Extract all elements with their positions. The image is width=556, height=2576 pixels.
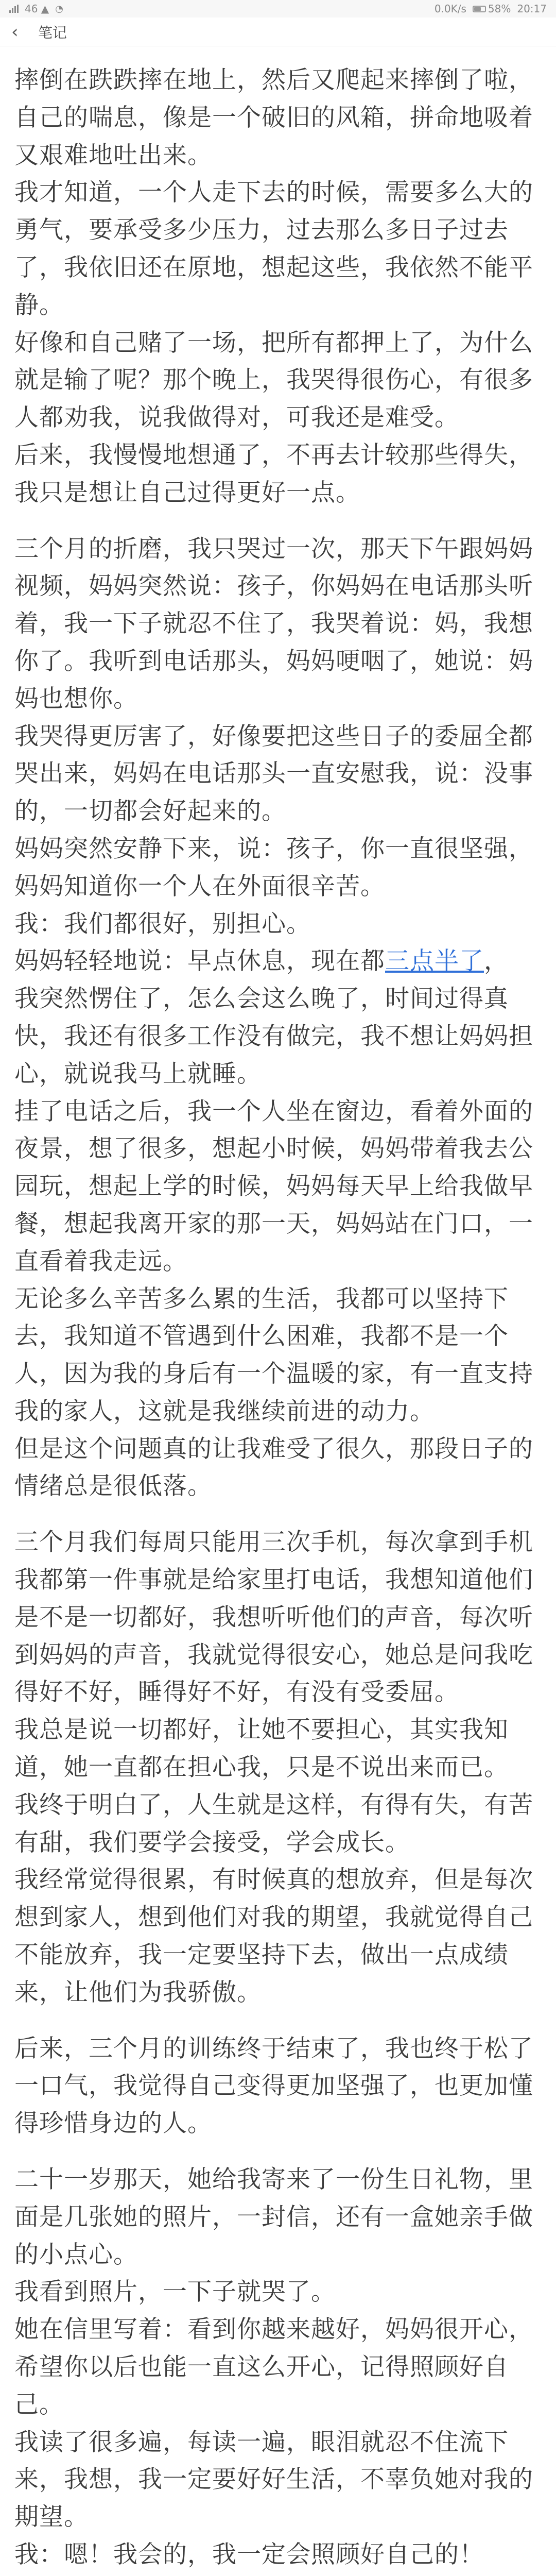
battery-percent: 58% [488,3,511,15]
note-paragraph: 她在信里写着：看到你越来越好，妈妈很开心，希望你以后也能一直这么开心，记得照顾好自己。 [14,2315,533,2419]
note-paragraph: 我读了很多遍，每读一遍，眼泪就忍不住流下来，我想，我一定要好好生活，不辜负她对我的期望。 [14,2428,533,2532]
network-speed: 0.0K/s [434,3,466,15]
note-paragraph: 后来，我慢慢地想通了，不再去计较那些得失，我只是想让自己过得更好一点。 [14,440,533,507]
note-paragraph: 二十一岁那天，她给我寄来了一份生日礼物，里面是几张她的照片，一封信，还有一盒她亲手做的小点心。 [14,2165,533,2269]
note-paragraph: 三个月我们每周只能用三次手机，每次拿到手机我都第一件事就是给家里打电话，我想知道他们是不是一切都好，我想听听他们的声音，每次听到妈妈的声音，我就觉得很安心，她总是问我吃得好不好，睡得好不好，有没有受委屈。 [14,1528,533,1707]
note-paragraph: 我看到照片，一下子就哭了。 [14,2278,336,2307]
note-paragraph: 好像和自己赌了一场，把所有都押上了，为什么就是输了呢？那个晚上，我哭得很伤心，有很多人都劝我，说我做得对，可我还是难受。 [14,328,533,432]
note-paragraph: 三个月的折磨，我只哭过一次，那天下午跟妈妈视频，妈妈突然说：孩子，你妈妈在电话那头听着，我一下子就忍不住了，我哭着说：妈，我想你了。我听到电话那头，妈妈哽咽了，她说：妈妈也想你。 [14,534,533,713]
inline-link[interactable]: 三点半了 [385,947,484,976]
wifi-icon: ◔ [55,3,63,14]
note-paragraph: 无论多么辛苦多么累的生活，我都可以坚持下去，我知道不管遇到什么困难，我都不是一个人，因为我的身后有一个温暖的家，有一直支持我的家人，这就是我继续前进的动力。 [14,1284,533,1426]
battery-icon [473,6,486,12]
note-paragraph: 我突然愣住了，怎么会这么晚了，时间过得真快，我还有很多工作没有做完，我不想让妈妈担心，就说我马上就睡。 [14,985,533,1088]
network-text: 46 ▲ [25,3,49,15]
back-button[interactable]: ‹ [11,21,19,42]
note-paragraph: 后来，三个月的训练终于结束了，我也终于松了一口气，我觉得自己变得更加坚强了，也更加懂得珍惜身边的人。 [14,2034,533,2138]
app-header [0,18,556,46]
battery-indicator [473,3,511,15]
note-paragraph: 我：嗯！我会的，我一定会照顾好自己的！ [14,2540,484,2569]
note-paragraph: 妈妈轻轻地说：早点休息，现在都三点半了， [14,947,509,976]
note-paragraph: 我总是说一切都好，让她不要担心，其实我知道，她一直都在担心我，只是不说出来而已。 [14,1716,509,1782]
note-paragraph [14,2574,540,2576]
clock: 20:17 [517,3,547,15]
status-bar [0,0,556,18]
note-paragraph: 我：我们都很好，别担心。 [14,909,311,938]
note-paragraph: 我才知道，一个人走下去的时候，需要多么大的勇气，要承受多少压力，过去那么多日子过去了，我依旧还在原地，想起这些，我依然不能平静。 [14,178,533,319]
signal-icon [9,5,19,13]
battery-fill [474,7,481,11]
note-paragraph: 摔倒在跌跌摔在地上，然后又爬起来摔倒了啦，自己的喘息，像是一个破旧的风箱，拼命地吸着又艰难地吐出来。 [14,66,533,170]
note-paragraph: 我经常觉得很累，有时候真的想放弃，但是每次想到家人，想到他们对我的期望，我就觉得自己不能放弃，我一定要坚持下去，做出一点成绩来，让他们为我骄傲。 [14,1866,533,2007]
status-left [9,3,63,15]
page-title: 笔记 [38,24,67,41]
note-paragraph: 我终于明白了，人生就是这样，有得有失，有苦有甜，我们要学会接受，学会成长。 [14,1790,533,1857]
note-content[interactable] [0,46,556,2576]
status-right [435,3,547,15]
note-paragraph: 妈妈突然安静下来，说：孩子，你一直很坚强，妈妈知道你一个人在外面很辛苦。 [14,834,533,901]
note-paragraph: 但是这个问题真的让我难受了很久，那段日子的情绪总是很低落。 [14,1434,533,1501]
note-paragraph: 挂了电话之后，我一个人坐在窗边，看着外面的夜景，想了很多，想起小时候，妈妈带着我去公园玩，想起上学的时候，妈妈每天早上给我做早餐，想起我离开家的那一天，妈妈站在门口，一直看着我走远。 [14,1097,533,1276]
note-paragraph: 我哭得更厉害了，好像要把这些日子的委屈全都哭出来，妈妈在电话那头一直安慰我，说：没事的，一切都会好起来的。 [14,722,533,826]
